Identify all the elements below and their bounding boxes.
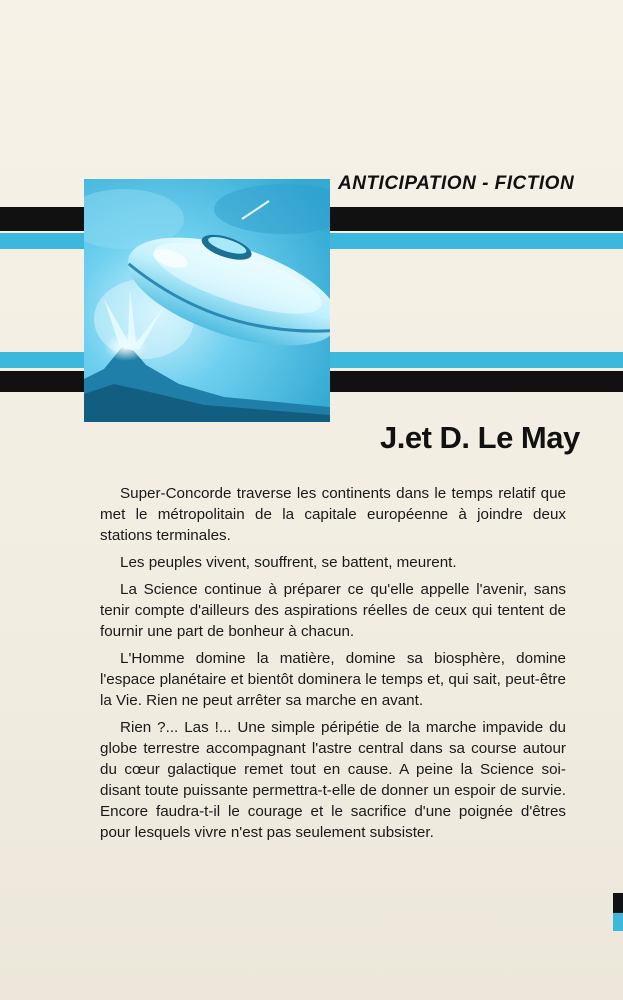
series-title: ANTICIPATION - FICTION	[338, 173, 575, 194]
blurb-text	[100, 483, 566, 849]
flying-saucer-icon	[84, 179, 330, 422]
spine-edge-mark	[613, 893, 623, 933]
author-name: J.et D. Le May	[380, 420, 580, 455]
blurb-paragraph: Rien ?... Las !... Une simple péripétie de la marche impavide du globe terrestre accompagnant l'astre central dans sa course autour du cœur galactique remet tout en cause. A peine la Science soi-disant toute puissante permettra-t-elle de donner un espoir de survie. Encore faudra-t-il le courage et le sacrifice d'une poignée d'êtres pour lesquels vivre n'est pas seulement subsister.	[100, 719, 566, 841]
blurb-paragraph: Les peuples vivent, souffrent, se battent, meurent.	[120, 554, 457, 571]
blurb-paragraph: Super-Concorde traverse les continents dans le temps relatif que met le métropolitain de la capitale européenne à joindre deux stations terminales.	[100, 485, 566, 544]
cover-illustration	[84, 179, 330, 422]
blurb-paragraph: L'Homme domine la matière, domine sa biosphère, domine l'espace planétaire et bientôt dominera le temps et, qui sait, peut-être la Vie. Rien ne peut arrêter sa marche en avant.	[100, 650, 566, 709]
blurb-paragraph: La Science continue à préparer ce qu'elle appelle l'avenir, sans tenir compte d'ailleurs des aspirations réelles de ceux qui tentent de fournir une part de bonheur à chacun.	[100, 581, 566, 640]
